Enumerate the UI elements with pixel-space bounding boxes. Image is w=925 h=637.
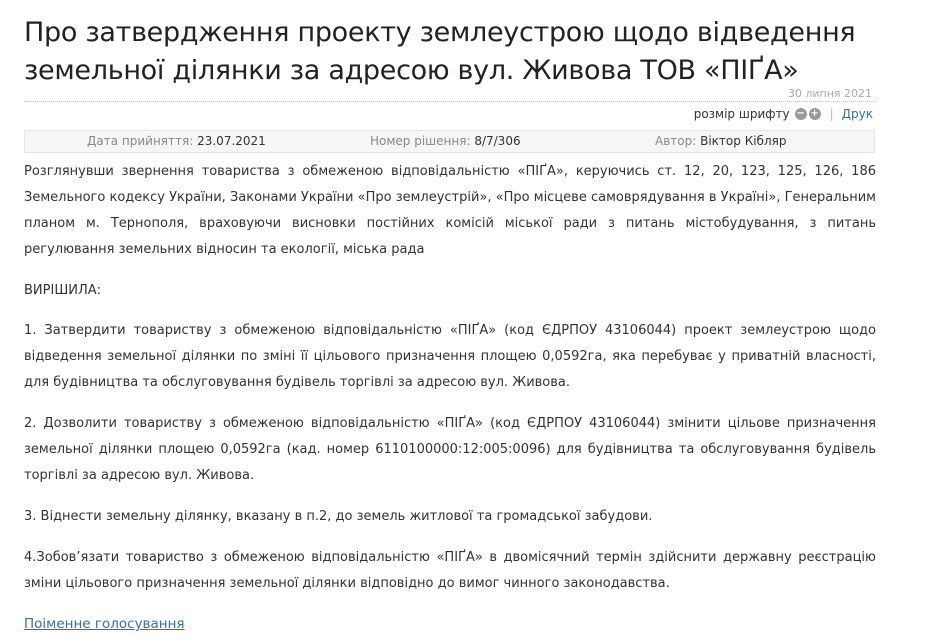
roll-call-vote-link[interactable]: Поіменне голосування	[24, 616, 185, 632]
adopted-date-value: 23.07.2021	[197, 134, 266, 148]
adopted-date	[87, 131, 266, 152]
decision-number-value: 8/7/306	[474, 134, 521, 148]
decision-body	[24, 159, 876, 632]
adopted-date-label: Дата прийняття:	[87, 134, 194, 148]
author-label: Автор:	[655, 134, 697, 148]
intro-paragraph: Розглянувши звернення товариства з обмеженою відповідальністю «ПІҐА», керуючись ст. 12, 20, 123, 125, 126, 186 Земельного кодексу України, Законами України «Про землеустрій», «Про місцеве самоврядування в Україні», Генеральним планом м. Тернополя, враховуючи висновки постійних комісій міської ради з питань містобудування, з питань регулювання земельних відносин та екології, міська рада	[24, 164, 876, 257]
decision-number	[370, 131, 521, 152]
decided-heading: ВИРІШИЛА:	[24, 283, 101, 298]
author-value: Віктор Кібляр	[700, 134, 787, 148]
article-toolbar	[694, 105, 873, 123]
decision-item-2: 2. Дозволити товариству з обмеженою відповідальністю «ПІҐА» (код ЄДРПОУ 43106044) змінити цільове призначення земельної ділянки площею 0,0592га (кад. номер 6110100000:12:005:0096) для будівництва та обслуговування будівель торгівлі за адресою вул. Живова.	[24, 416, 876, 483]
decision-item-1: 1. Затвердити товариству з обмеженою відповідальністю «ПІҐА» (код ЄДРПОУ 43106044) проект землеустрою щодо відведення земельної ділянки по зміні її цільового призначення площею 0,0592га, яка перебуває у приватній власності, для будівництва та обслуговування будівель торгівлі за адресою вул. Живова.	[24, 323, 876, 390]
decision-item-4: 4.Зобов’язати товариство з обмеженою відповідальністю «ПІҐА» в двомісячний термін здійснити державну реєстрацію зміни цільового призначення земельної ділянки відповідно до вимог чинного законодавства.	[24, 550, 876, 591]
font-increase-icon[interactable]: +	[810, 108, 819, 119]
print-link[interactable]: Друк	[841, 107, 873, 121]
decision-item-3: 3. Віднести земельну ділянку, вказану в п.2, до земель житлової та громадської забудови.	[24, 509, 653, 524]
font-decrease-icon[interactable]: −	[796, 108, 805, 119]
publish-date: 30 липня 2021	[787, 87, 872, 100]
decision-number-label: Номер рішення:	[370, 134, 471, 148]
author	[655, 131, 786, 152]
decision-meta-bar	[24, 130, 875, 153]
font-size-label: розмір шрифту	[693, 107, 790, 121]
toolbar-separator: |	[829, 107, 834, 121]
dotted-divider	[24, 101, 876, 102]
page-title: Про затвердження проекту землеустрою щодо відведення земельної ділянки за адресою вул. Живова ТОВ «ПІҐА»	[24, 17, 856, 86]
